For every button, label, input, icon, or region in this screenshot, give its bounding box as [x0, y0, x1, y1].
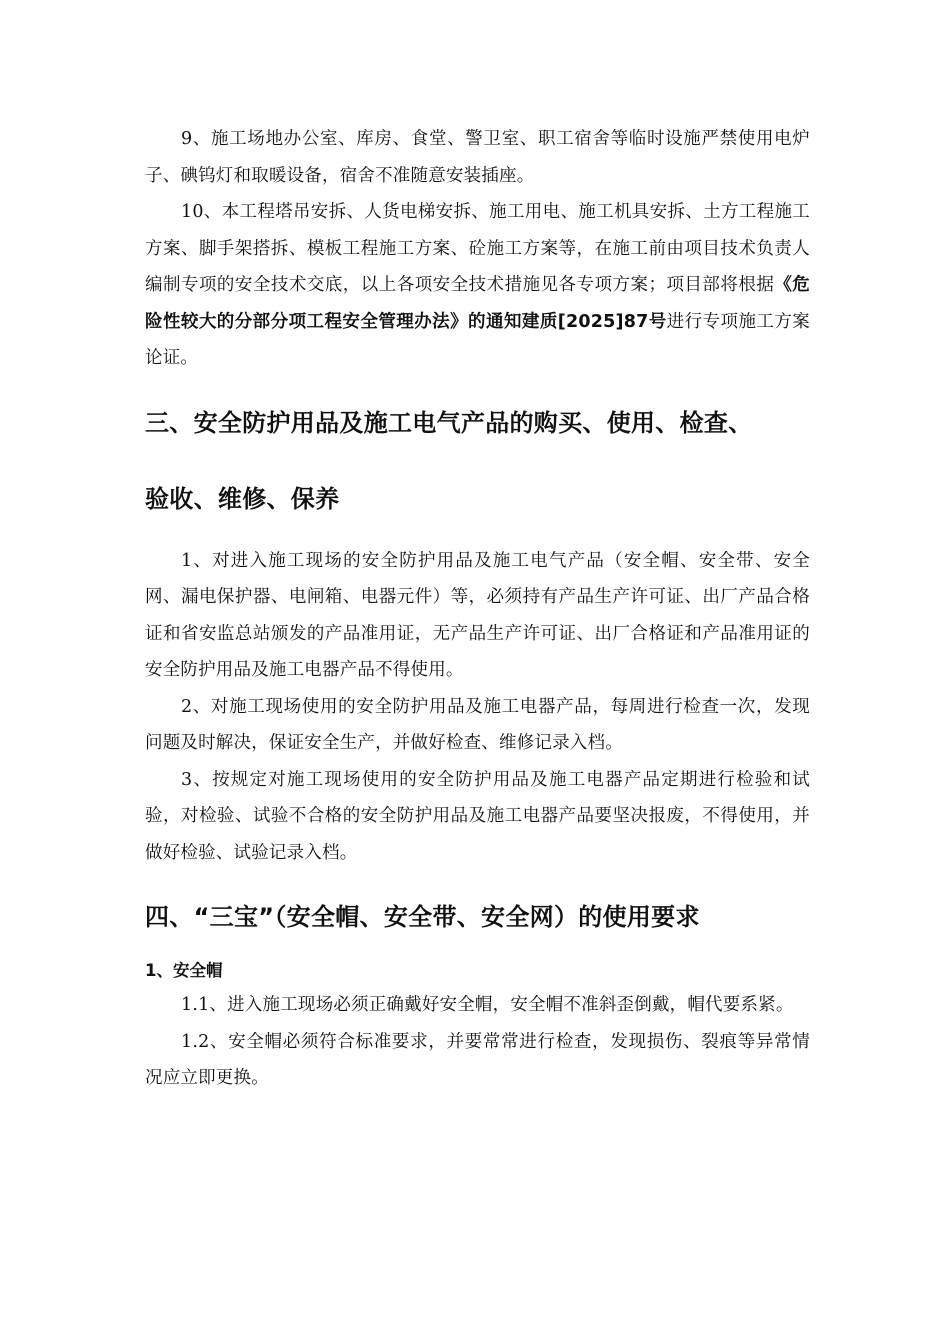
paragraph-item-10-text: 10、本工程塔吊安拆、人货电梯安拆、施工用电、施工机具安拆、土方工程施工方案、脚手架搭拆、模板工程施工方案、砼施工方案等，在施工前由项目技术负责人编制专项的安全技术交底，以上各项安全技术措施见各专项方案；项目部将根据	[145, 202, 810, 295]
paragraph-item-10	[145, 194, 810, 377]
section-3-paragraph-1: 1、对进入施工现场的安全防护用品及施工电气产品（安全帽、安全带、安全网、漏电保护器、电闸箱、电器元件）等，必须持有产品生产许可证、出厂产品合格证和省安监总站颁发的产品准用证，无产品生产许可证、出厂合格证和产品准用证的安全防护用品及施工电器产品不得使用。	[145, 550, 810, 680]
document-page	[145, 121, 810, 1097]
section-3-title-line-1: 三、安全防护用品及施工电气产品的购买、使用、检查、	[145, 408, 753, 437]
subsection-helmet-title: 1、安全帽	[145, 961, 223, 980]
section-3-title-line-2: 验收、维修、保养	[145, 484, 340, 513]
paragraph-item-10-ending: 进行专项施工方案论证。	[145, 311, 810, 368]
helmet-paragraph-1-2: 1.2、安全帽必须符合标准要求，并要常常进行检查，发现损伤、裂痕等异常情况应立即更换。	[145, 1031, 810, 1088]
helmet-paragraph-1-1: 1.1、进入施工现场必须正确戴好安全帽，安全帽不准斜歪倒戴，帽代要系紧。	[181, 995, 794, 1015]
section-3-paragraph-3: 3、按规定对施工现场使用的安全防护用品及施工电器产品定期进行检验和试验，对检验、试验不合格的安全防护用品及施工电器产品要坚决报废，不得使用，并做好检验、试验记录入档。	[145, 769, 810, 863]
regulation-reference: 《危险性较大的分部分项工程安全管理办法》的通知建质[2025]87号	[145, 275, 810, 332]
section-3-paragraph-2: 2、对施工现场使用的安全防护用品及施工电器产品，每周进行检查一次，发现问题及时解决，保证安全生产，并做好检查、维修记录入档。	[145, 696, 810, 753]
section-4-title: 四、“三宝”（安全帽、安全带、安全网）的使用要求	[145, 903, 700, 931]
paragraph-item-9: 9、施工场地办公室、库房、食堂、警卫室、职工宿舍等临时设施严禁使用电炉子、碘钨灯和取暖设备，宿舍不准随意安装插座。	[145, 129, 810, 186]
